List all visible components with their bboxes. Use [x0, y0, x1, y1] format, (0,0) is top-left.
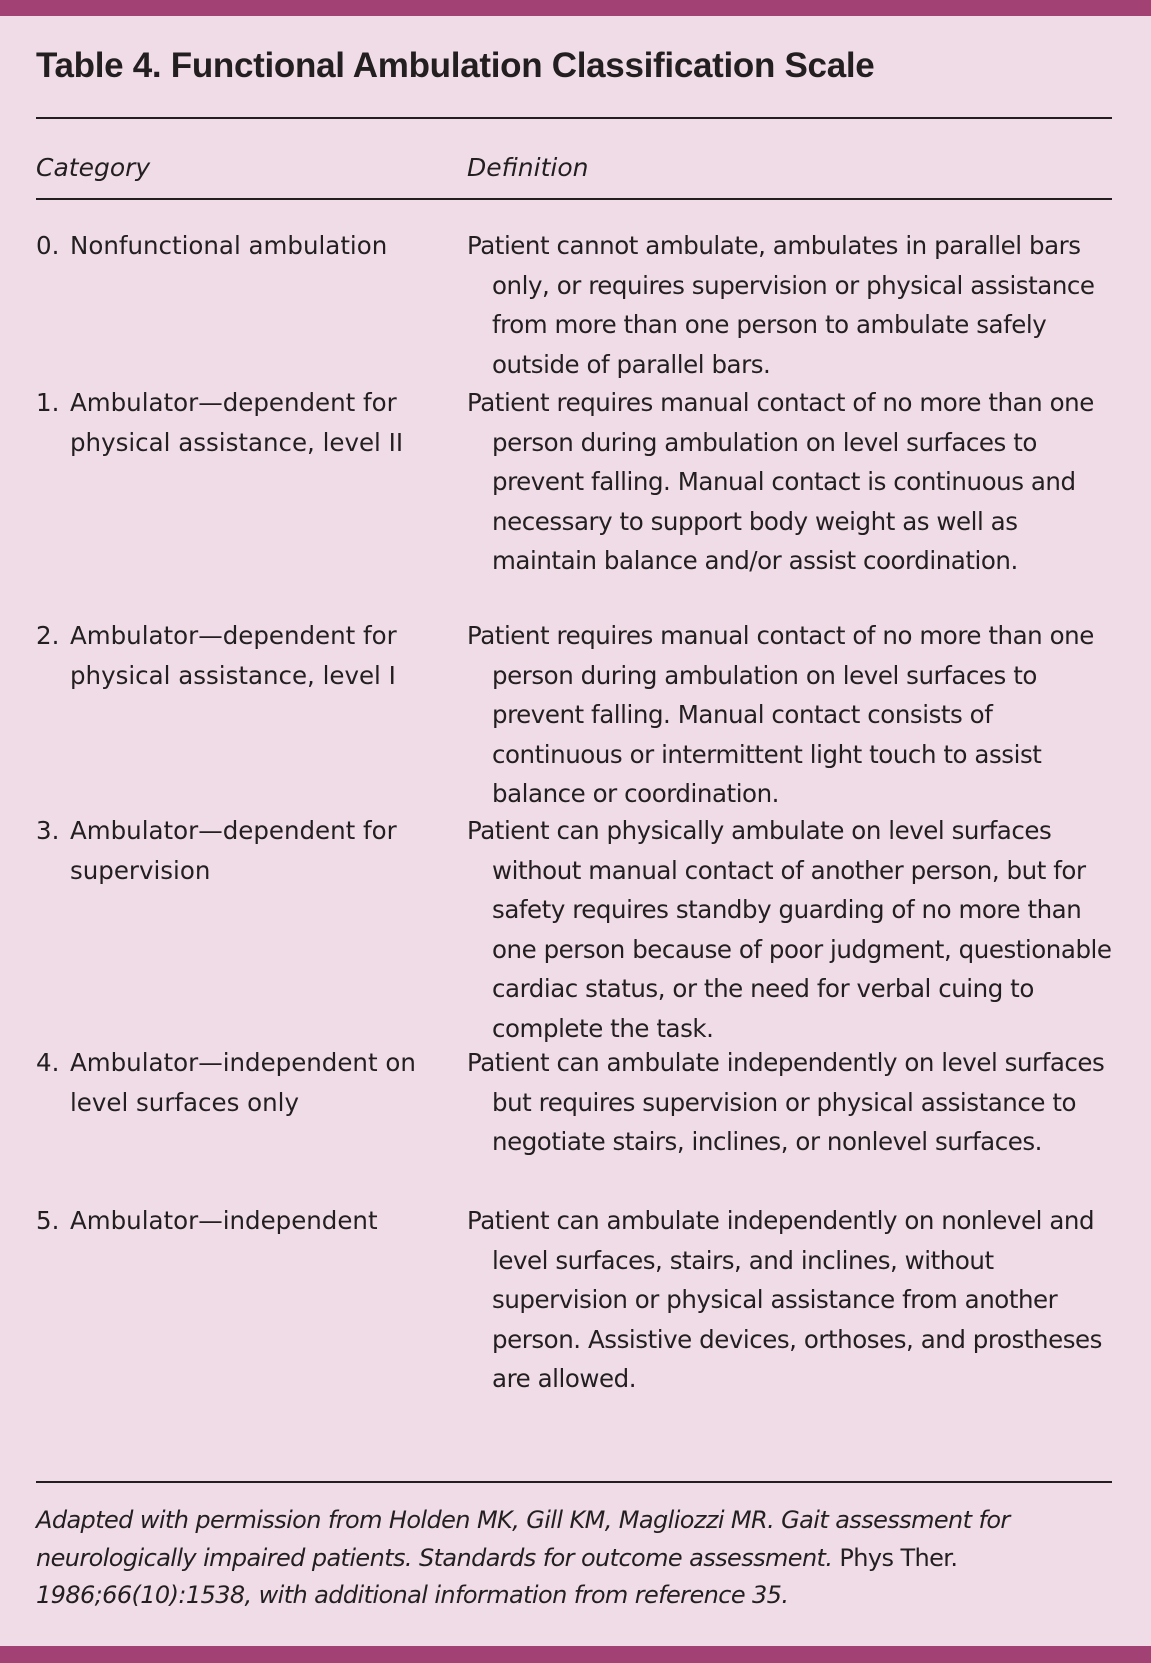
header-rule	[36, 198, 1112, 200]
table-title: Table 4. Functional Ambulation Classification Scale	[36, 46, 875, 85]
footnote-journal: Phys Ther.	[832, 1543, 958, 1572]
column-header-category: Category	[36, 153, 151, 182]
category-number: 2.	[36, 621, 60, 650]
definition-cell: Patient can physically ambulate on level surfaces without manual contact of another person, but for safety requires standby guarding of no more than one person because of poor judgment, questionable cardiac status, or the need for verbal cuing to complete the task.	[467, 816, 1112, 1043]
definition-cell: Patient cannot ambulate, ambulates in parallel bars only, or requires supervision or physical assistance from more than one person to ambulate safely outside of parallel bars.	[467, 231, 1095, 379]
footnote-citation: Adapted with permission from Holden MK, Gill KM, Magliozzi MR. Gait assessment for neurologically impaired patients. Standards for outcome assessment.	[36, 1506, 1010, 1572]
definition-cell: Patient can ambulate independently on level surfaces but requires supervision or physical assistance to negotiate stairs, inclines, or nonlevel surfaces.	[467, 1048, 1105, 1156]
bottom-accent-bar	[0, 1646, 1151, 1663]
category-label: Ambulator—independent on level surfaces only	[70, 1048, 416, 1117]
category-cell	[36, 616, 446, 696]
column-header-definition: Definition	[467, 153, 589, 182]
table-bottom-rule	[36, 1481, 1112, 1483]
category-number: 0.	[36, 231, 60, 260]
definition-cell: Patient requires manual contact of no more than one person during ambulation on level surfaces to prevent falling. Manual contact is continuous and necessary to support body weight as well as maintain balance and/or assist coordination.	[467, 388, 1094, 575]
title-rule	[36, 117, 1112, 119]
category-number: 5.	[36, 1206, 60, 1235]
table-footnote	[36, 1502, 1116, 1615]
category-cell	[36, 226, 446, 266]
category-label: Nonfunctional ambulation	[70, 231, 388, 260]
category-cell	[36, 1201, 446, 1241]
category-number: 3.	[36, 816, 60, 845]
category-label: Ambulator—independent	[70, 1206, 378, 1235]
category-label: Ambulator—dependent for physical assistance, level II	[70, 388, 404, 457]
category-label: Ambulator—dependent for physical assistance, level I	[70, 621, 397, 690]
category-cell	[36, 1043, 446, 1123]
definition-cell: Patient can ambulate independently on nonlevel and level surfaces, stairs, and inclines, without supervision or physical assistance from another person. Assistive devices, orthoses, and prostheses are allowed.	[467, 1206, 1102, 1393]
category-cell	[36, 811, 446, 891]
category-cell	[36, 383, 446, 463]
category-number: 4.	[36, 1048, 60, 1077]
footnote-reference: 1986;66(10):1538, with additional information from reference 35.	[36, 1581, 789, 1609]
category-label: Ambulator—dependent for supervision	[70, 816, 397, 885]
definition-cell: Patient requires manual contact of no more than one person during ambulation on level surfaces to prevent falling. Manual contact consists of continuous or intermittent light touch to assist balance or coordination.	[467, 621, 1094, 808]
category-number: 1.	[36, 388, 60, 417]
top-accent-bar	[0, 0, 1151, 16]
